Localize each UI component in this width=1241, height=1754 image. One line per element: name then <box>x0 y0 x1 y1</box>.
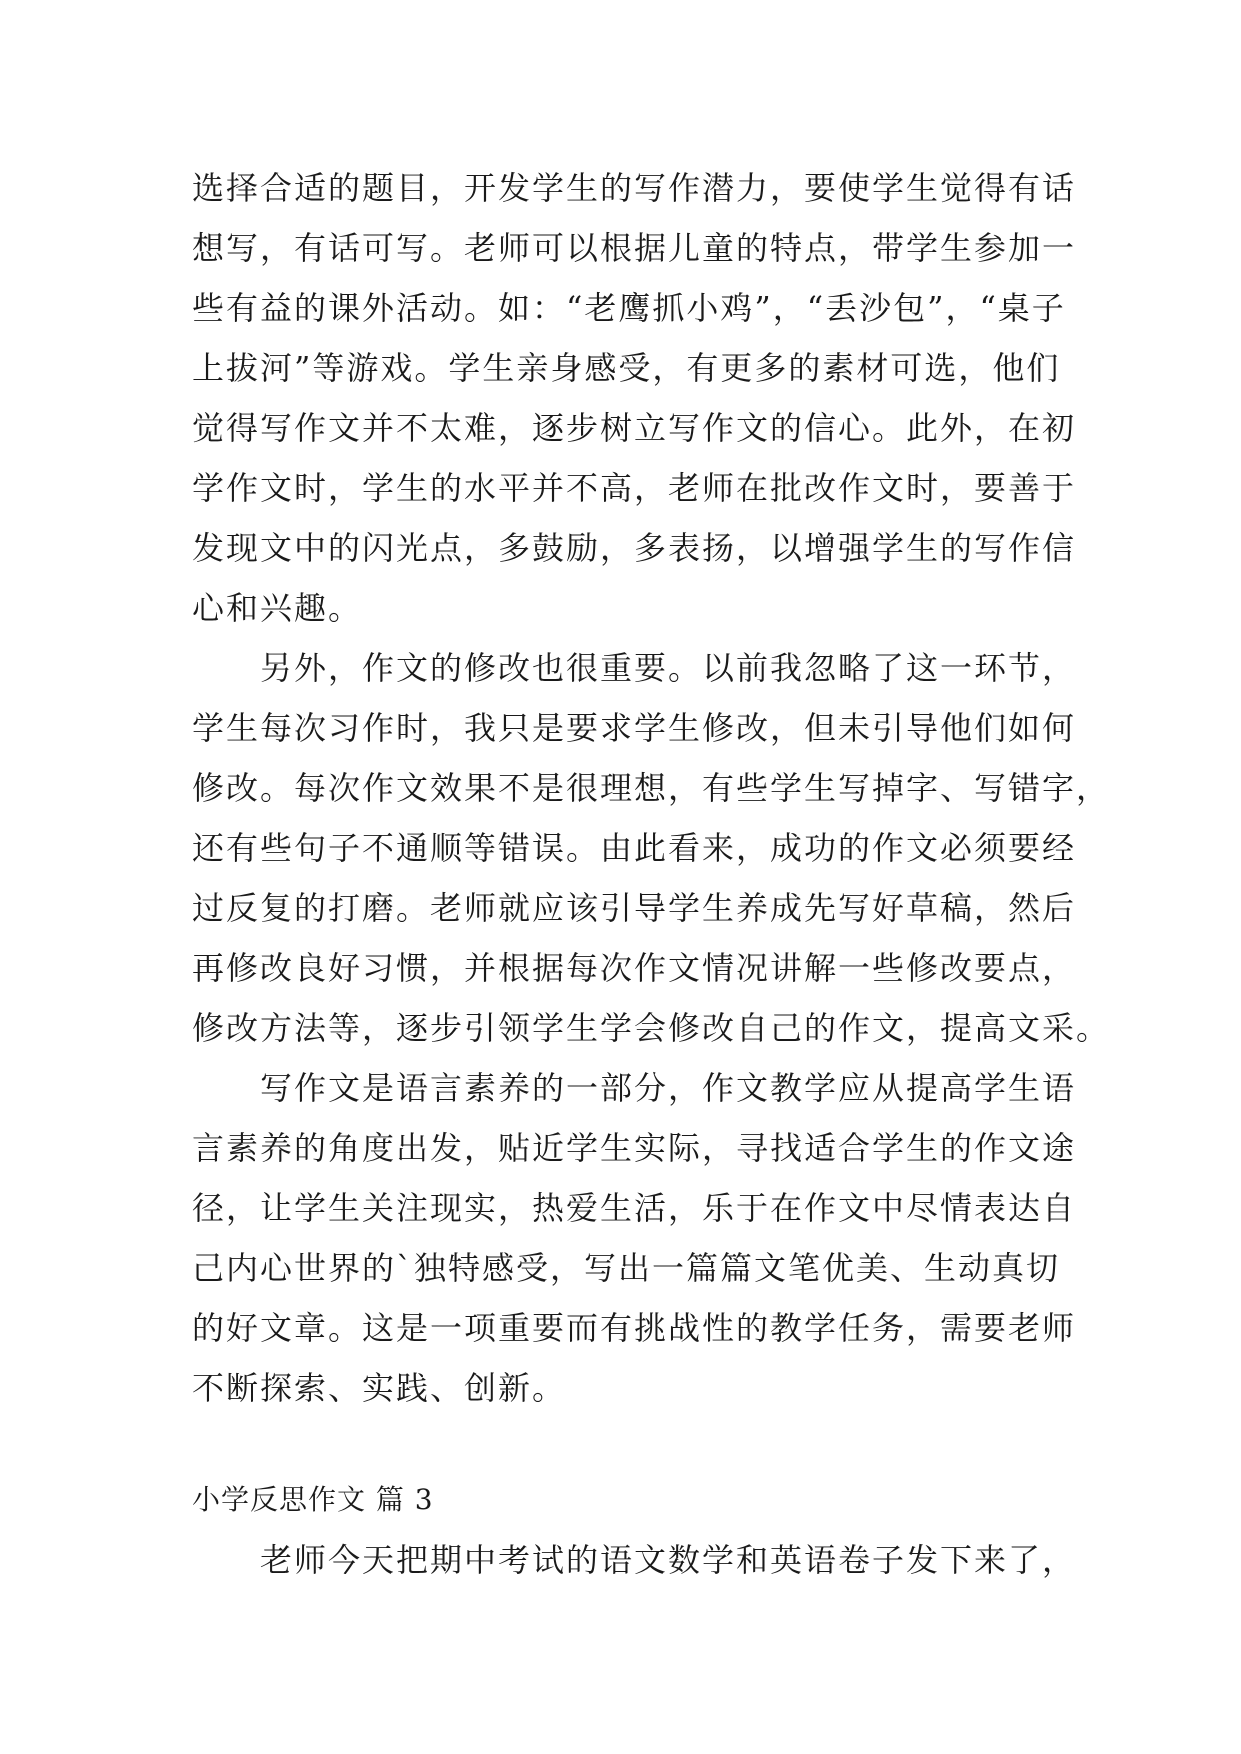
text-line: 过反复的打磨。老师就应该引导学生养成先写好草稿，然后 <box>192 889 1077 927</box>
text-line: 的好文章。这是一项重要而有挑战性的教学任务，需要老师 <box>192 1309 1077 1347</box>
section-spacer <box>192 1418 1052 1470</box>
text-line: 心和兴趣。 <box>192 589 363 627</box>
text-line: 发现文中的闪光点，多鼓励，多表扬，以增强学生的写作信 <box>192 529 1077 567</box>
text-line: 老师今天把期中考试的语文数学和英语卷子发下来了， <box>260 1541 1077 1579</box>
paragraph-1 <box>192 158 1077 638</box>
paragraph-2 <box>192 638 1111 1058</box>
section-heading: 小学反思作文 篇 3 <box>192 1483 434 1516</box>
text-line: 上拔河”等游戏。学生亲身感受，有更多的素材可选，他们 <box>192 349 1061 387</box>
text-line: 还有些句子不通顺等错误。由此看来，成功的作文必须要经 <box>192 829 1077 867</box>
text-line: 修改。每次作文效果不是很理想，有些学生写掉字、写错字， <box>192 769 1111 807</box>
text-line: 学作文时，学生的水平并不高，老师在批改作文时，要善于 <box>192 469 1077 507</box>
document-body <box>192 158 1111 1590</box>
text-line: 觉得写作文并不太难，逐步树立写作文的信心。此外，在初 <box>192 409 1077 447</box>
text-line: 选择合适的题目，开发学生的写作潜力，要使学生觉得有话 <box>192 169 1077 207</box>
text-line: 径，让学生关注现实，热爱生活，乐于在作文中尽情表达自 <box>192 1189 1077 1227</box>
text-line: 己内心世界的`独特感受，写出一篇篇文笔优美、生动真切 <box>192 1249 1061 1287</box>
text-line: 另外，作文的修改也很重要。以前我忽略了这一环节， <box>260 649 1077 687</box>
paragraph-4 <box>192 1530 1077 1590</box>
text-line: 言素养的角度出发，贴近学生实际，寻找适合学生的作文途 <box>192 1129 1077 1167</box>
text-line: 修改方法等，逐步引领学生学会修改自己的作文，提高文采。 <box>192 1009 1111 1047</box>
text-line: 写作文是语言素养的一部分，作文教学应从提高学生语 <box>260 1069 1077 1107</box>
text-line: 不断探索、实践、创新。 <box>192 1369 567 1407</box>
text-line: 再修改良好习惯，并根据每次作文情况讲解一些修改要点， <box>192 949 1077 987</box>
paragraph-3 <box>192 1058 1077 1418</box>
text-line: 些有益的课外活动。如：“老鹰抓小鸡”，“丢沙包”，“桌子 <box>192 289 1066 327</box>
text-line: 想写，有话可写。老师可以根据儿童的特点，带学生参加一 <box>192 229 1077 267</box>
text-line: 学生每次习作时，我只是要求学生修改，但未引导他们如何 <box>192 709 1077 747</box>
